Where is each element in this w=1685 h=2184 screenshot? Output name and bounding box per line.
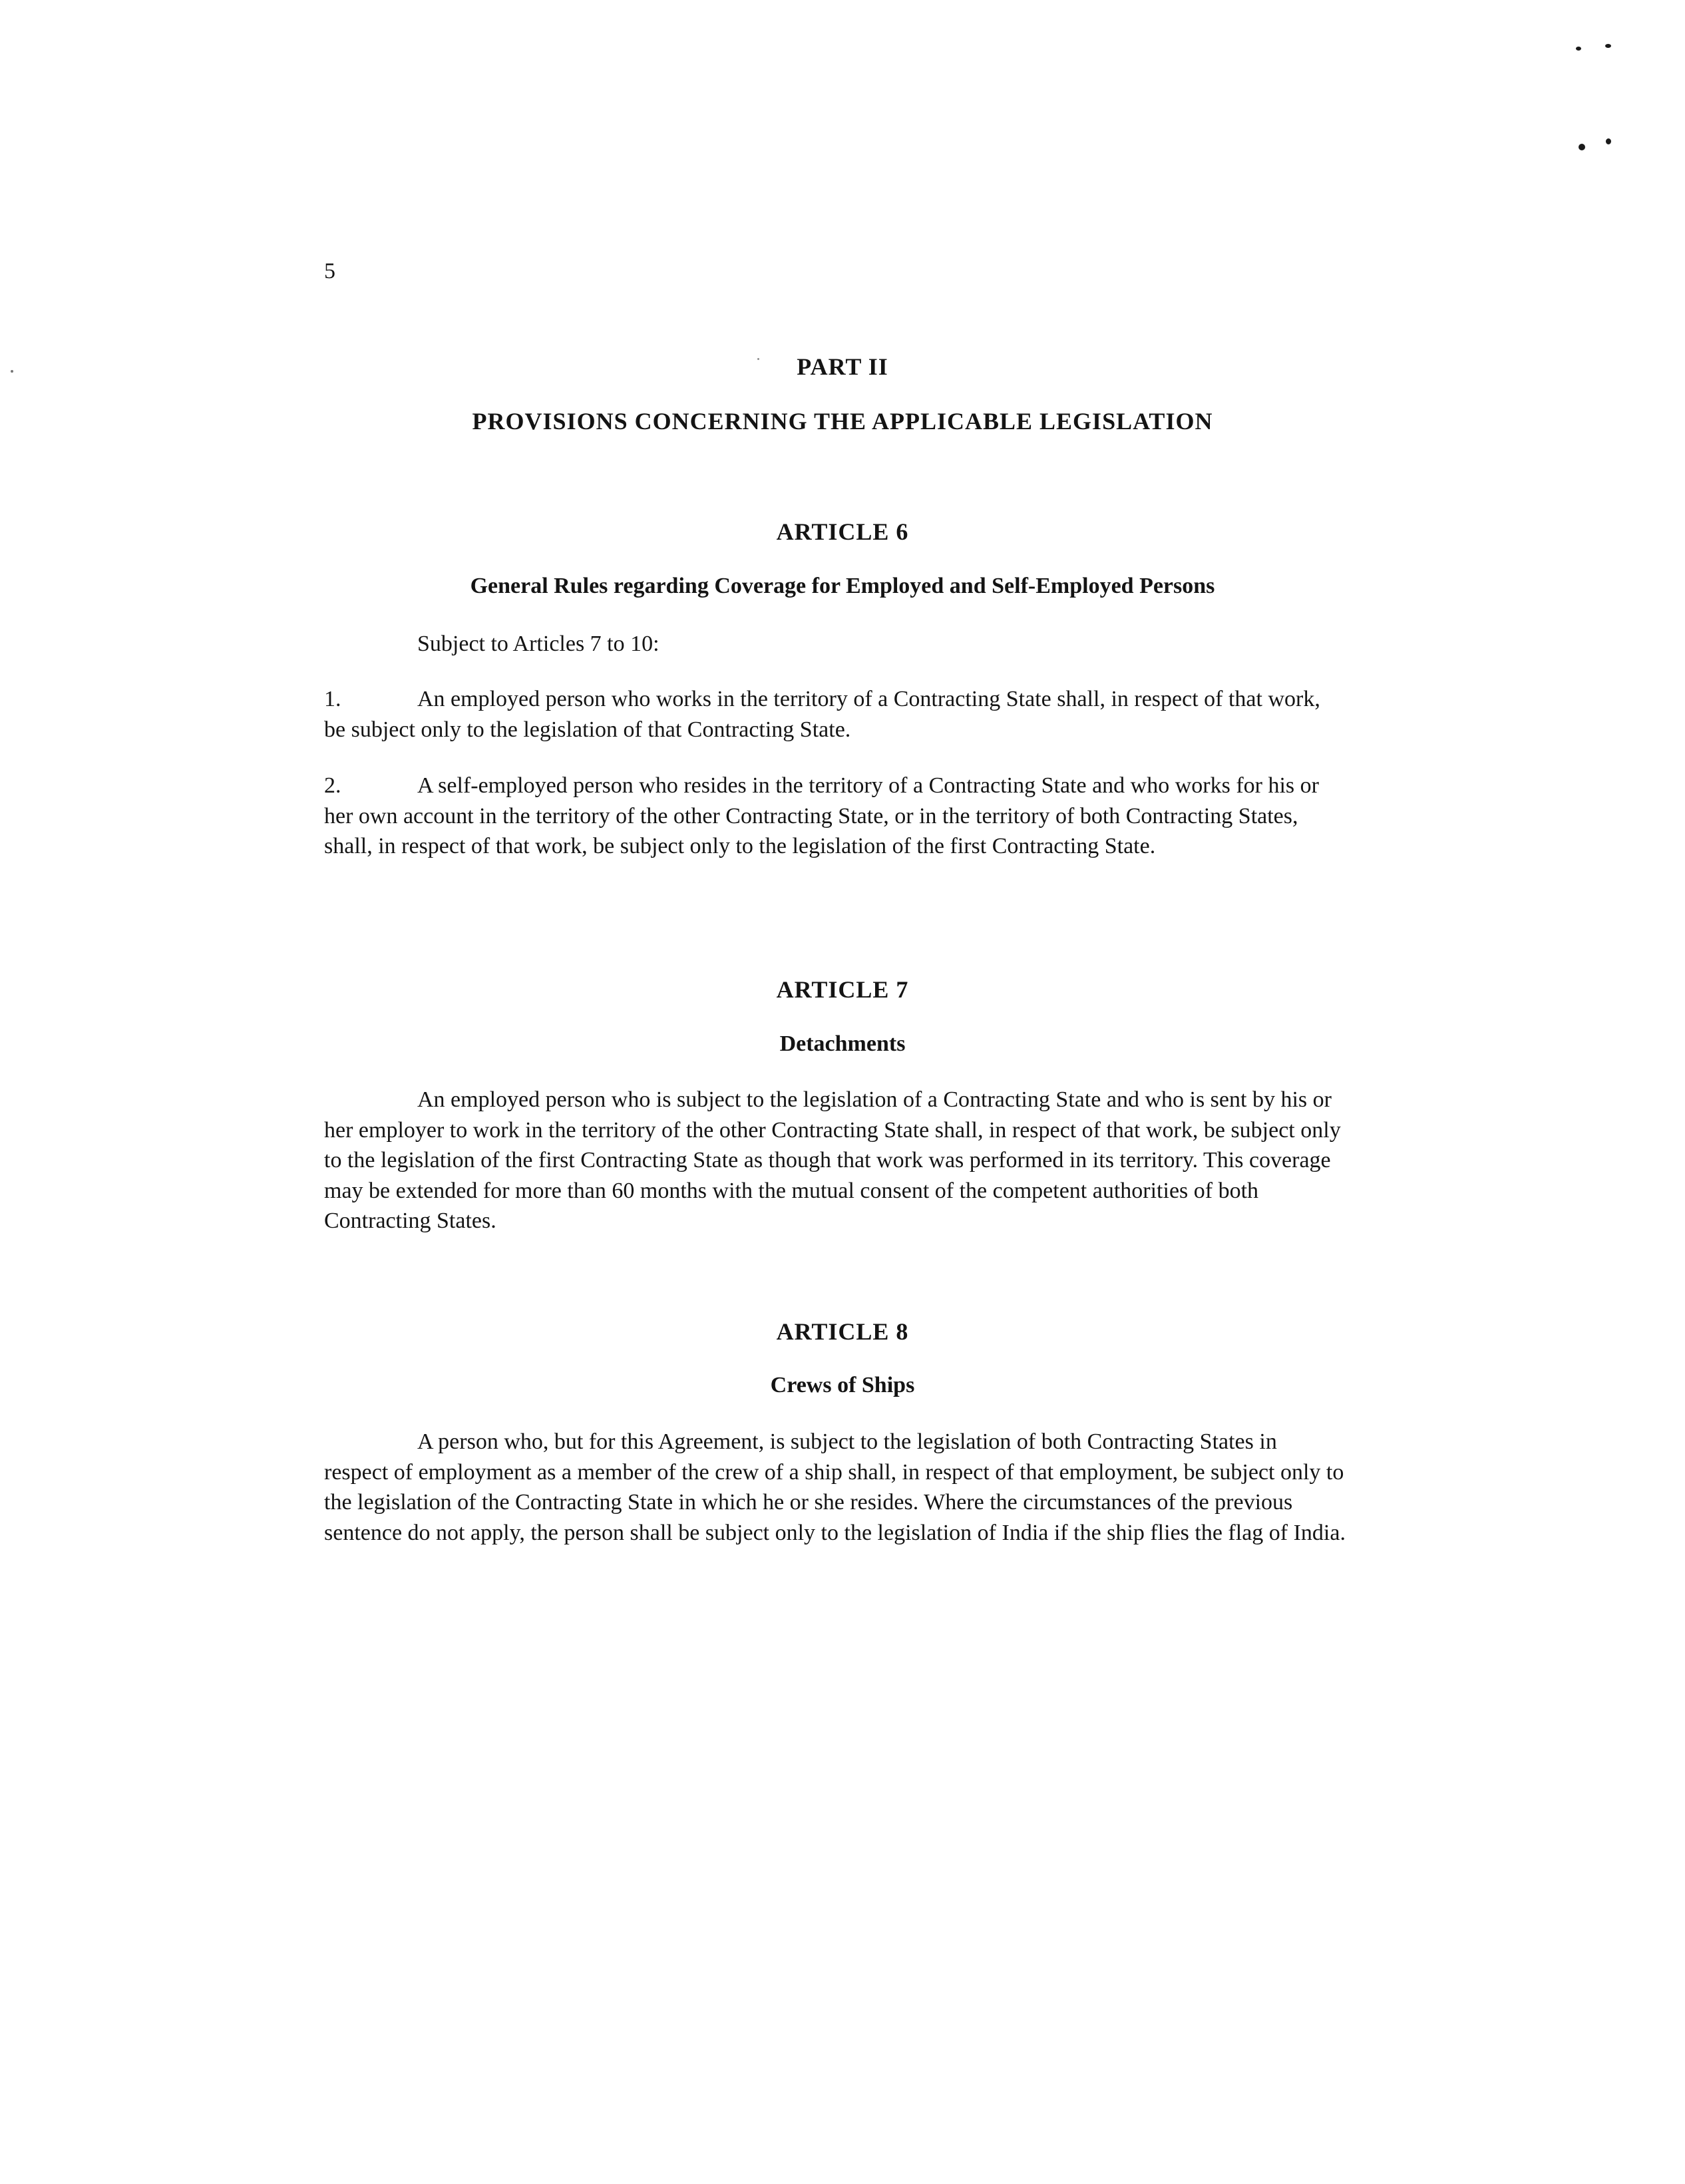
part-title: PART II [797,353,888,380]
article-7-subtitle: Detachments [779,1031,906,1056]
article-6-intro [324,629,1346,659]
article-6-item-1-text: An employed person who works in the territory of a Contracting State shall, in respect of that work, be subject only to the legislation of that Contracting State. [324,687,1320,742]
article-7-title: ARTICLE 7 [776,976,909,1003]
article-6-item-1-number: 1. [324,687,341,711]
scan-speck [1576,47,1581,51]
page-number: 5 [324,259,335,283]
article-7-text: An employed person who is subject to the legislation of a Contracting State and who is sent by his or her employer to work in the territory of the other Contracting State shall, in respect of that work, be subject only to the legislation of the first Contracting State as though that work was performed in its territory. This coverage may be extended for more than 60 months with the mutual consent of the competent authorities of both Contracting States. [324,1087,1341,1233]
article-6-title: ARTICLE 6 [776,518,909,545]
article-6-item-2 [324,771,1346,862]
article-6-item-2-number: 2. [324,773,341,798]
article-8-title: ARTICLE 8 [776,1318,909,1345]
scan-speck [1606,138,1611,144]
article-6-item-2-text: A self-employed person who resides in the territory of a Contracting State and who works for his or her own account in the territory of the other Contracting State, or in the territory of both Contracting States, shall, in respect of that work, be subject only to the legislation of the first Contracting State. [324,773,1319,858]
part-subtitle: PROVISIONS CONCERNING THE APPLICABLE LEGISLATION [472,408,1213,435]
article-8-subtitle: Crews of Ships [770,1373,915,1397]
scan-speck [1579,144,1585,150]
scan-speck [1605,44,1611,48]
article-6-intro-text: Subject to Articles 7 to 10: [417,632,659,656]
article-6-subtitle: General Rules regarding Coverage for Employed and Self-Employed Persons [470,574,1215,598]
article-8-text: A person who, but for this Agreement, is subject to the legislation of both Contracting States in respect of employment as a member of the crew of a ship shall, in respect of that employment, be subject only to the legislation of the Contracting State in which he or she resides. Where the circumstances of the previous sentence do not apply, the person shall be subject only to the legislation of India if the ship flies the flag of India. [324,1429,1346,1545]
article-6-item-1 [324,684,1346,745]
